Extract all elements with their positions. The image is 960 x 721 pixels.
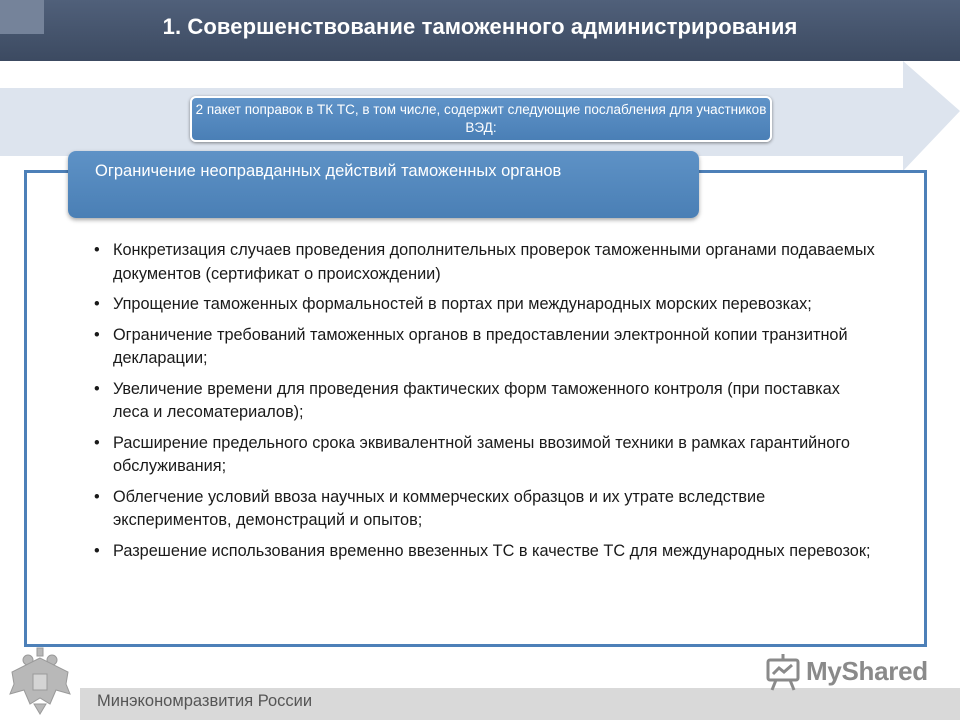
coat-of-arms-icon xyxy=(4,644,76,716)
bullet-item: • Разрешение использования временно ввезенных ТС в качестве ТС для международных перевозок; xyxy=(88,540,878,564)
presentation-board-icon xyxy=(764,652,804,694)
bullet-item: • Расширение предельного срока эквивалентной замены ввозимой техники в рамках гарантийного обслуживания; xyxy=(88,432,878,479)
bullet-item: • Конкретизация случаев проведения дополнительных проверок таможенными органами подаваемых документов (сертификат о происхождении) xyxy=(88,239,878,286)
bullet-item: • Упрощение таможенных формальностей в портах при международных морских перевозках; xyxy=(88,293,878,317)
section-header: Ограничение неоправданных действий таможенных органов xyxy=(68,151,699,218)
bullet-item: • Увеличение времени для проведения фактических форм таможенного контроля (при поставках леса и лесоматериалов); xyxy=(88,378,878,425)
amendment-callout: 2 пакет поправок в ТК ТС, в том числе, содержит следующие послабления для участников ВЭД: xyxy=(190,96,772,142)
bullet-item: • Облегчение условий ввоза научных и коммерческих образцов и их утрате вследствие экспериментов, демонстраций и опытов; xyxy=(88,486,878,533)
watermark-text: MyShared xyxy=(806,656,928,686)
ministry-name: Минэкономразвития России xyxy=(97,692,313,710)
title-bar xyxy=(0,0,960,61)
bullet-list xyxy=(88,239,878,570)
slide-title: 1. Совершенствование таможенного администрирования xyxy=(162,14,798,39)
bullet-item: • Ограничение требований таможенных органов в предоставлении электронной копии транзитной декларации; xyxy=(88,324,878,371)
